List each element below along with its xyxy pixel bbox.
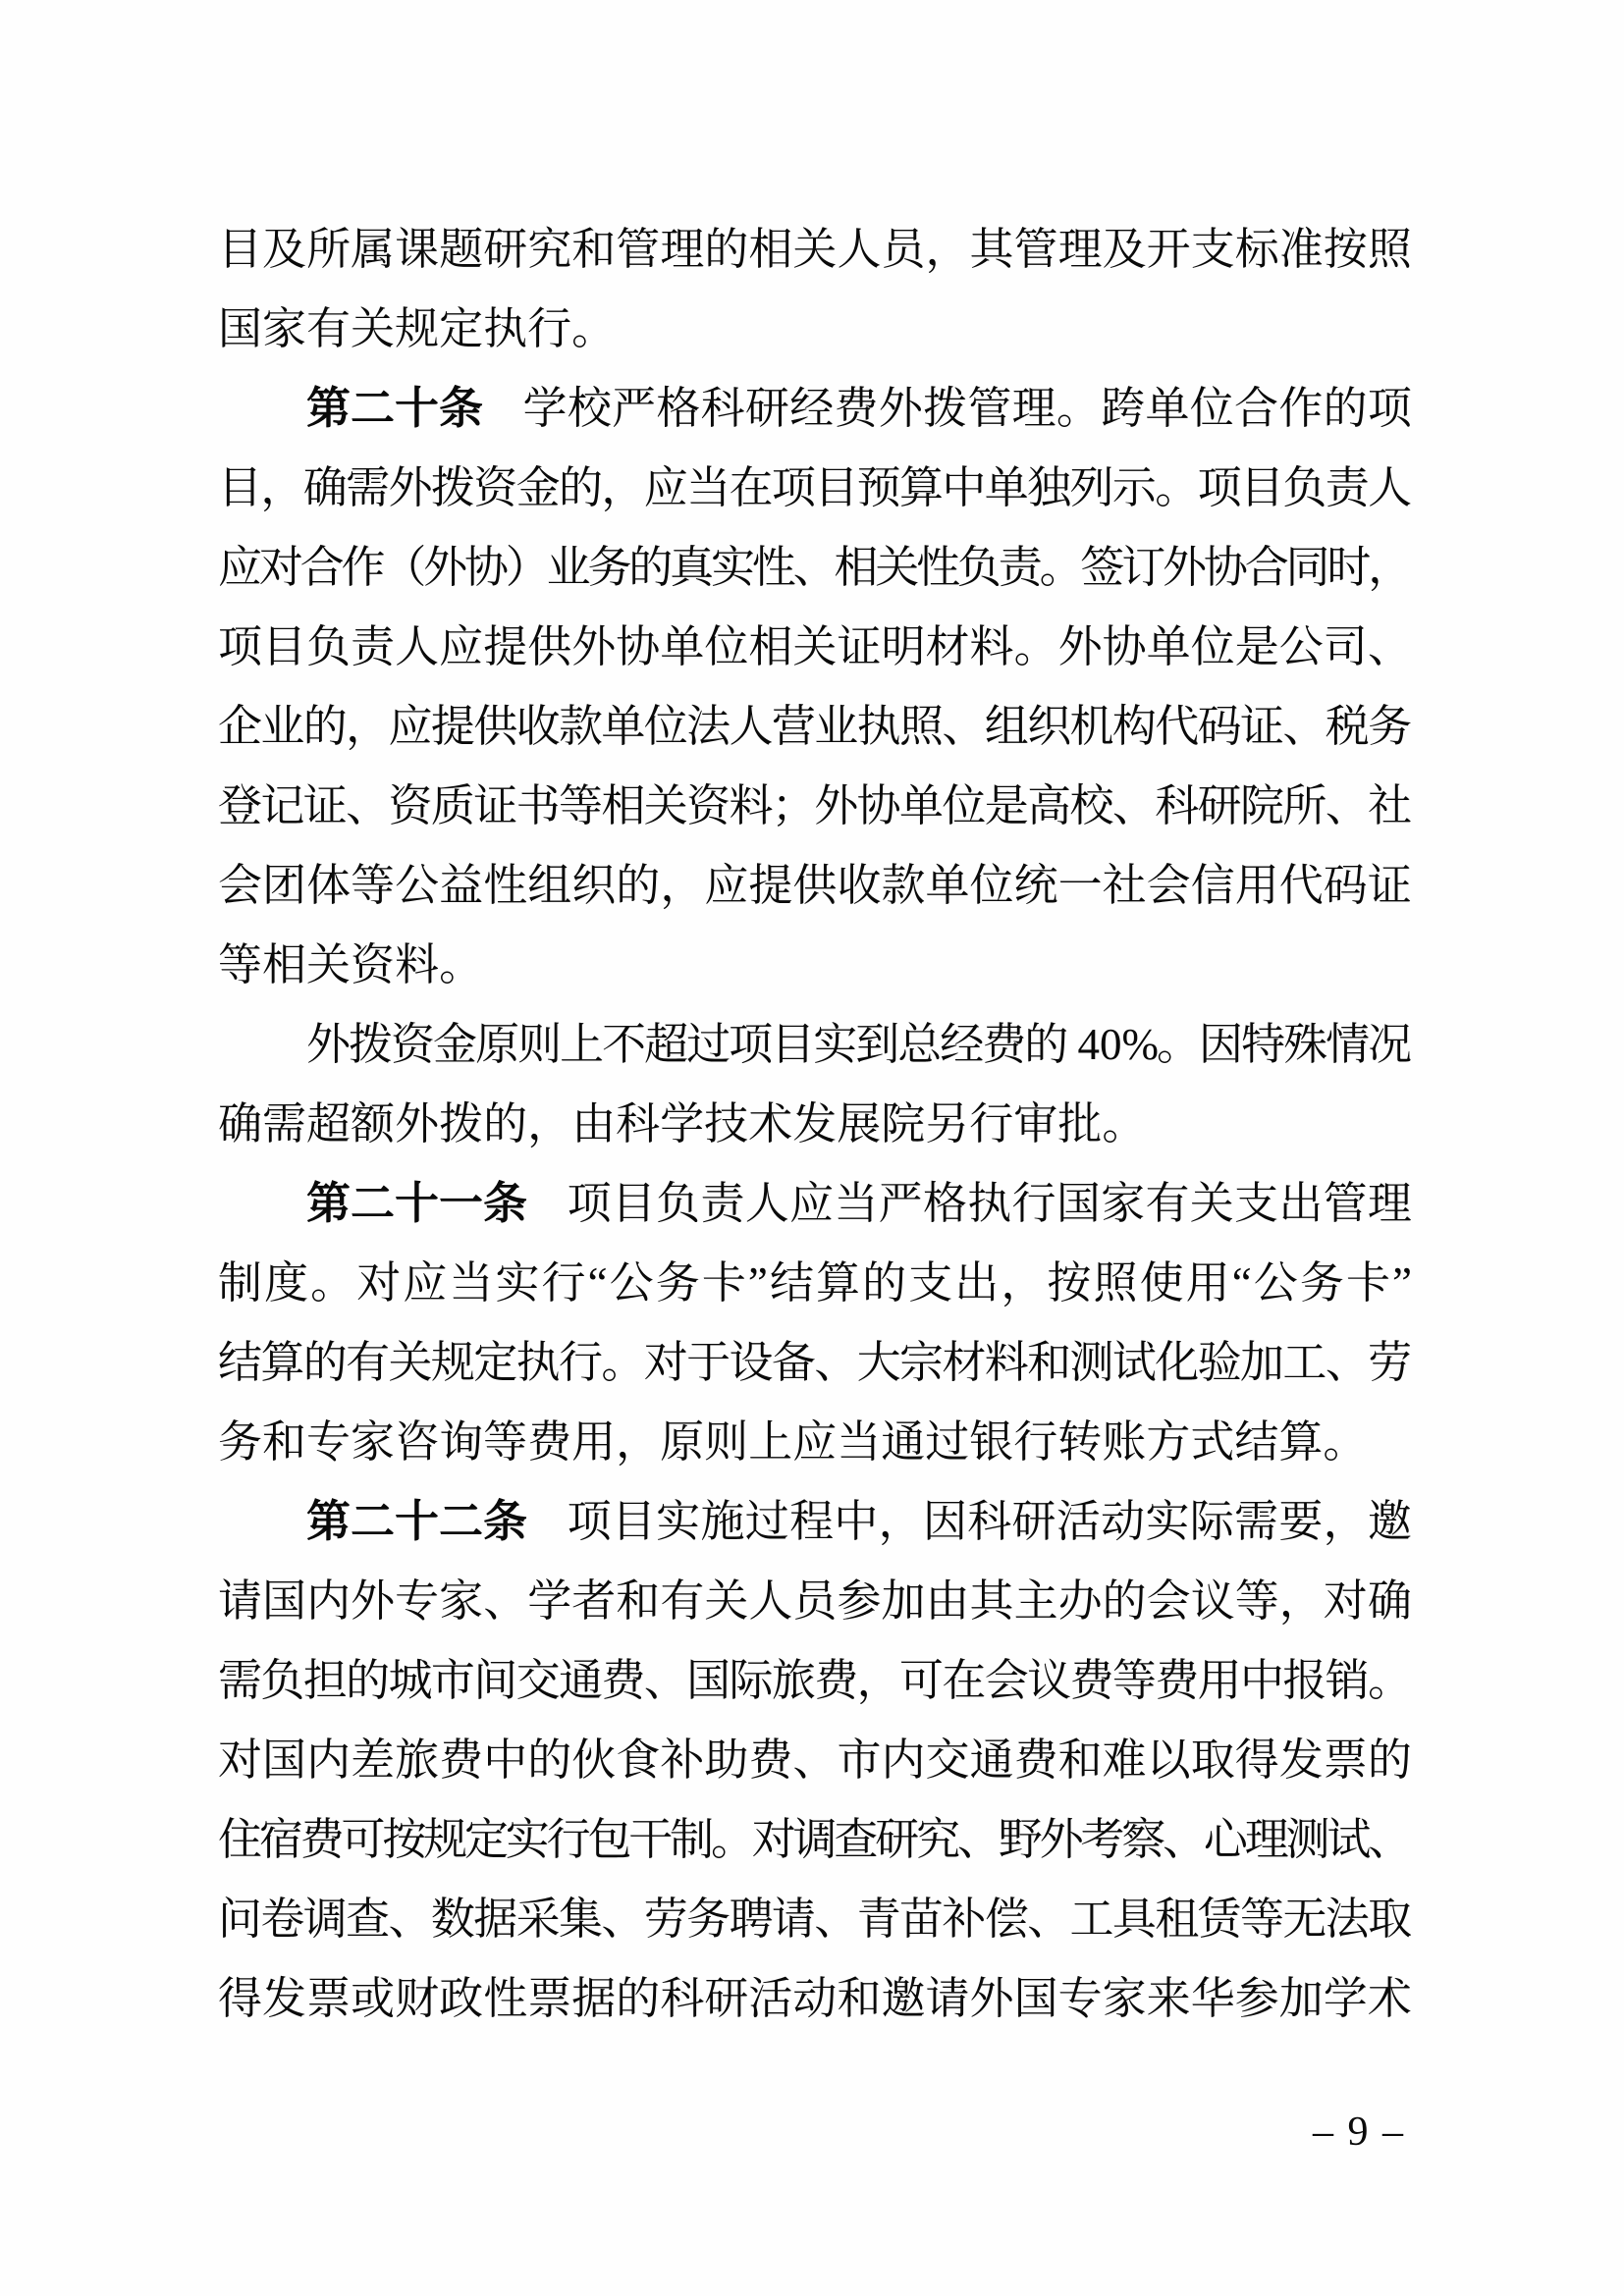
text-line: 外拨资金原则上不超过项目实到总经费的 40%。因特殊情况	[306, 1020, 1413, 1069]
text-line: 对国内差旅费中的伙食补助费、市内交通费和难以取得发票的	[218, 1735, 1412, 1785]
text-line: 项目负责人应提供外协单位相关证明材料。外协单位是公司、	[218, 622, 1412, 671]
text-line: 请国内外专家、学者和有关人员参加由其主办的会议等，对确	[218, 1576, 1412, 1626]
text-line: 得发票或财政性票据的科研活动和邀请外国专家来华参加学术	[218, 1974, 1412, 2023]
article-number: 第二十二条	[306, 1497, 528, 1546]
text-line: 目及所属课题研究和管理的相关人员，其管理及开支标准按照	[218, 225, 1412, 274]
article-number: 第二十条	[306, 384, 484, 433]
article-start-line: 第二十一条 项目负责人应当严格执行国家有关支出管理	[306, 1179, 1412, 1228]
text-line: 企业的，应提供收款单位法人营业执照、组织机构代码证、税务	[218, 702, 1413, 751]
text-line: 国家有关规定执行。	[218, 304, 617, 353]
text-line: 务和专家咨询等费用，原则上应当通过银行转账方式结算。	[218, 1417, 1368, 1467]
text-line: 会团体等公益性组织的，应提供收款单位统一社会信用代码证	[218, 861, 1412, 910]
heading-gap	[527, 1217, 567, 1218]
text-line: 等相关资料。	[218, 940, 484, 989]
text-line: 结算的有关规定执行。对于设备、大宗材料和测试化验加工、劳	[218, 1338, 1413, 1387]
text-line: 需负担的城市间交通费、国际旅费，可在会议费等费用中报销。	[218, 1656, 1413, 1705]
text-line: 制度。对应当实行“公务卡”结算的支出，按照使用“公务卡”	[218, 1258, 1412, 1308]
article-number: 第二十一条	[306, 1179, 528, 1228]
heading-gap	[483, 422, 522, 423]
text-line: 问卷调查、数据采集、劳务聘请、青苗补偿、工具租赁等无法取	[218, 1895, 1413, 1944]
text-line: 登记证、资质证书等相关资料；外协单位是高校、科研院所、社	[218, 781, 1413, 830]
text-line: 确需超额外拨的，由科学技术发展院另行审批。	[218, 1099, 1147, 1148]
page-number: – 9 –	[1313, 2109, 1405, 2155]
text-line: 目，确需外拨资金的，应当在项目预算中单独列示。项目负责人	[218, 463, 1413, 512]
heading-gap	[527, 1535, 567, 1536]
text-line: 住宿费可按规定实行包干制。对调查研究、野外考察、心理测试、	[218, 1815, 1413, 1864]
document-body	[218, 210, 1412, 2039]
text-line: 应对合作（外协）业务的真实性、相关性负责。签订外协合同时，	[218, 543, 1413, 592]
article-start-line: 第二十条 学校严格科研经费外拨管理。跨单位合作的项	[306, 384, 1412, 433]
article-start-line: 第二十二条 项目实施过程中，因科研活动实际需要，邀	[306, 1497, 1412, 1546]
